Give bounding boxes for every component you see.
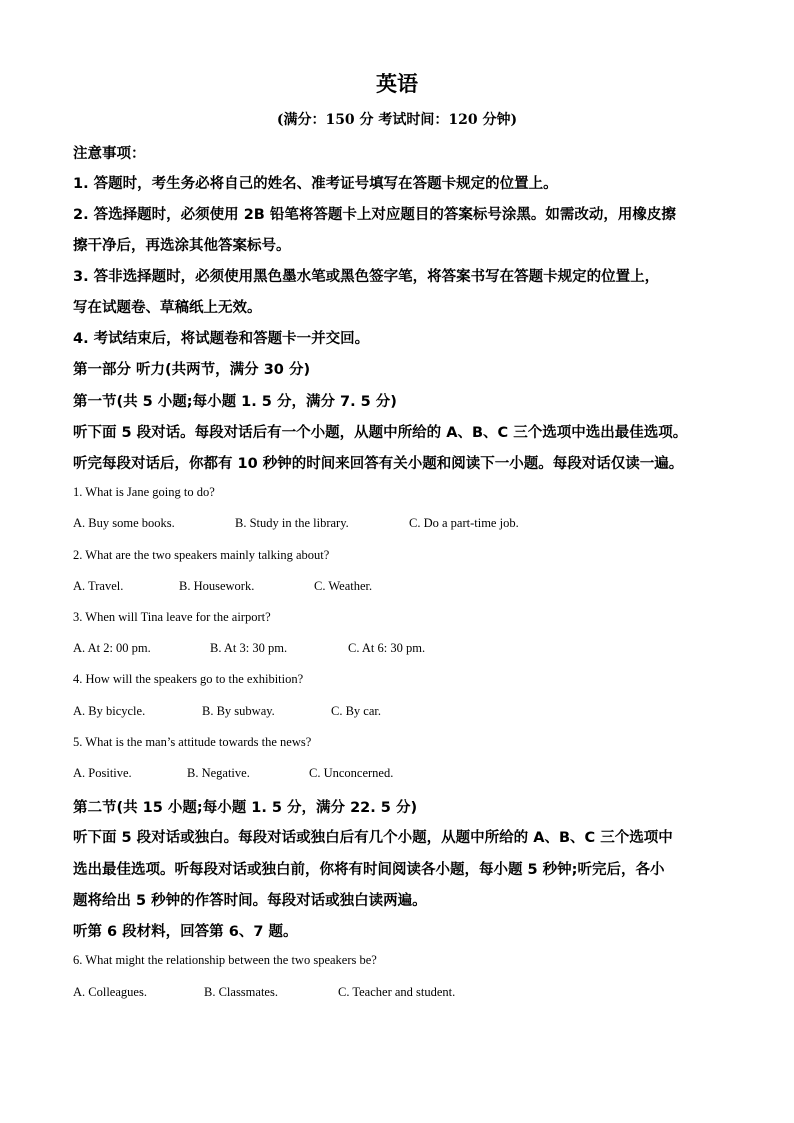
page-title: 英语 [376,71,418,96]
section1-instruction-line-1: 听下面 5 段对话。每段对话后有一个小题，从题中所给的 A、B、C 三个选项中选出最佳选项。 [73,425,688,441]
question-1-option-b: B. Study in the library. [235,516,349,530]
section2-heading: 第二节(共 15 小题;每小题 1. 5 分，满分 22. 5 分) [73,800,418,816]
question-2: 2. What are the two speakers mainly talking about? [73,548,330,562]
question-6-option-a: A. Colleagues. [73,985,147,999]
question-6-options [73,985,723,1003]
question-5: 5. What is the man’s attitude towards the news? [73,735,312,749]
question-6-option-b: B. Classmates. [204,985,278,999]
note-item-3-line-2: 写在试题卷、草稿纸上无效。 [73,300,262,316]
note-item-3-line-1: 3. 答非选择题时，必须使用黑色墨水笔或黑色签字笔，将答案书写在答题卡规定的位置上， [73,269,660,285]
question-1-option-a: A. Buy some books. [73,516,175,530]
section1-heading: 第一节(共 5 小题;每小题 1. 5 分，满分 7. 5 分) [73,394,397,410]
question-2-options [73,579,723,597]
note-item-4: 4. 考试结束后，将试题卷和答题卡一并交回。 [73,331,370,347]
question-4-option-b: B. By subway. [202,704,275,718]
part1-heading: 第一部分 听力(共两节，满分 30 分) [73,362,311,378]
question-5-option-c: C. Unconcerned. [309,766,394,780]
question-5-option-b: B. Negative. [187,766,250,780]
question-2-option-b: B. Housework. [179,579,255,593]
question-4-options [73,704,723,722]
question-6: 6. What might the relationship between the two speakers be? [73,953,377,967]
question-3: 3. When will Tina leave for the airport? [73,610,271,624]
note-item-2-line-2: 擦干净后，再选涂其他答案标号。 [73,238,291,254]
question-2-option-c: C. Weather. [314,579,373,593]
section1-instruction-line-2: 听完每段对话后，你都有 10 秒钟的时间来回答有关小题和阅读下一小题。每段对话仅读一遍。 [73,456,684,472]
section2-instruction-line-2: 选出最佳选项。听每段对话或独白前，你将有时间阅读各小题，每小题 5 秒钟;听完后，各小 [73,862,665,878]
question-1-option-c: C. Do a part-time job. [409,516,519,530]
notes-heading: 注意事项： [73,146,146,162]
note-item-1: 1. 答题时，考生务必将自己的姓名、准考证号填写在答题卡规定的位置上。 [73,176,558,192]
question-4: 4. How will the speakers go to the exhibition? [73,672,304,686]
question-1-options [73,516,723,534]
note-item-2-line-1: 2. 答选择题时，必须使用 2B 铅笔将答题卡上对应题目的答案标号涂黑。如需改动，用橡皮擦 [73,207,676,223]
question-3-option-a: A. At 2: 00 pm. [73,641,151,655]
question-2-option-a: A. Travel. [73,579,124,593]
question-4-option-a: A. By bicycle. [73,704,146,718]
section2-instruction-line-3: 题将给出 5 秒钟的作答时间。每段对话或独白读两遍。 [73,893,427,909]
question-3-options [73,641,723,659]
question-4-option-c: C. By car. [331,704,381,718]
section2-instruction-line-1: 听下面 5 段对话或独白。每段对话或独白后有几个小题，从题中所给的 A、B、C 三个选项中 [73,830,673,846]
question-5-option-a: A. Positive. [73,766,132,780]
question-5-options [73,766,723,784]
material-6-instruction: 听第 6 段材料，回答第 6、7 题。 [73,924,298,940]
question-3-option-b: B. At 3: 30 pm. [210,641,288,655]
question-6-option-c: C. Teacher and student. [338,985,456,999]
question-1: 1. What is Jane going to do? [73,485,215,499]
exam-info: (满分：150 分 考试时间：120 分钟) [276,112,518,128]
question-3-option-c: C. At 6: 30 pm. [348,641,426,655]
